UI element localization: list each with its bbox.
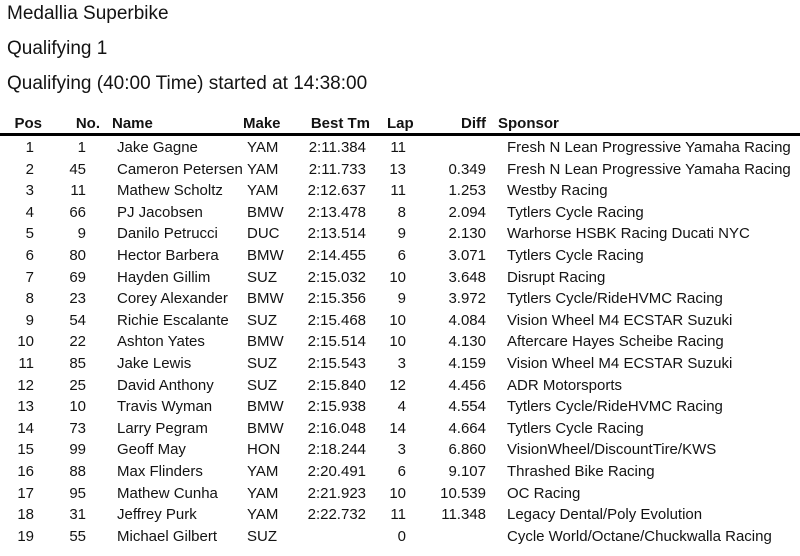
cell-make: SUZ — [247, 268, 277, 286]
cell-number: 23 — [69, 290, 86, 308]
table-row — [0, 245, 800, 267]
cell-best-time: 2:15.356 — [307, 290, 366, 308]
cell-sponsor: Thrashed Bike Racing — [507, 462, 655, 480]
cell-number: 55 — [69, 527, 86, 545]
table-row — [0, 526, 800, 548]
cell-diff: 6.860 — [448, 441, 486, 459]
table-row — [0, 180, 800, 202]
table-row — [0, 223, 800, 245]
column-header-make: Make — [243, 115, 281, 132]
cell-pos: 6 — [25, 246, 34, 264]
cell-diff: 10.539 — [440, 484, 486, 502]
cell-sponsor: Tytlers Cycle Racing — [507, 203, 644, 221]
column-header-number: No. — [75, 115, 100, 132]
cell-name: Geoff May — [117, 441, 186, 459]
cell-best-time: 2:13.514 — [307, 225, 366, 243]
table-row — [0, 267, 800, 289]
cell-pos: 18 — [17, 506, 34, 524]
cell-sponsor: Disrupt Racing — [507, 268, 606, 286]
cell-sponsor: Tytlers Cycle Racing — [507, 419, 644, 437]
session-status-line: Qualifying (40:00 Time) started at 14:38:00 — [7, 73, 368, 94]
cell-best-time: 2:16.048 — [307, 419, 366, 437]
cell-name: Richie Escalante — [117, 311, 229, 329]
cell-number: 45 — [69, 160, 86, 178]
session-title: Qualifying 1 — [7, 38, 108, 59]
results-table-body — [0, 137, 800, 547]
cell-sponsor: Legacy Dental/Poly Evolution — [507, 506, 703, 524]
cell-lap: 9 — [397, 225, 406, 243]
cell-lap: 10 — [389, 311, 406, 329]
cell-pos: 16 — [17, 462, 34, 480]
cell-pos: 11 — [18, 354, 34, 372]
cell-make: SUZ — [247, 376, 277, 394]
cell-best-time: 2:15.514 — [307, 333, 366, 351]
cell-make: BMW — [247, 419, 284, 437]
cell-name: Jake Gagne — [117, 139, 198, 156]
table-row — [0, 439, 800, 461]
cell-diff: 2.130 — [448, 225, 486, 243]
cell-name: Hayden Gillim — [117, 268, 211, 286]
cell-make: BMW — [247, 203, 284, 221]
cell-sponsor: ADR Motorsports — [507, 376, 623, 394]
cell-make: SUZ — [247, 527, 277, 545]
results-table-header — [0, 115, 800, 136]
column-header-name: Name — [112, 115, 153, 132]
cell-lap: 3 — [397, 354, 406, 372]
cell-number: 9 — [77, 225, 86, 243]
cell-best-time: 2:15.543 — [307, 354, 366, 372]
cell-number: 69 — [69, 268, 86, 286]
cell-number: 1 — [77, 139, 86, 156]
cell-number: 88 — [69, 462, 86, 480]
cell-name: Mathew Scholtz — [117, 182, 223, 200]
column-header-best-tm: Best Tm — [310, 115, 370, 132]
cell-number: 31 — [69, 506, 86, 524]
cell-best-time: 2:18.244 — [307, 441, 366, 459]
cell-sponsor: Tytlers Cycle/RideHVMC Racing — [507, 398, 723, 416]
cell-best-time: 2:12.637 — [307, 182, 366, 200]
column-header-diff: Diff — [461, 115, 486, 132]
cell-pos: 19 — [17, 527, 34, 545]
cell-lap: 0 — [397, 527, 406, 545]
cell-diff: 0.349 — [448, 160, 486, 178]
event-title: Medallia Superbike — [7, 3, 169, 24]
cell-diff: 11.348 — [441, 506, 486, 524]
cell-number: 10 — [69, 398, 86, 416]
cell-diff: 3.648 — [448, 268, 486, 286]
cell-number: 85 — [69, 354, 86, 372]
cell-pos: 1 — [25, 139, 34, 156]
cell-make: SUZ — [247, 354, 277, 372]
table-row — [0, 310, 800, 332]
cell-diff: 4.664 — [448, 419, 486, 437]
cell-best-time: 2:22.732 — [307, 506, 366, 524]
table-row — [0, 483, 800, 505]
cell-best-time: 2:13.478 — [307, 203, 366, 221]
cell-diff: 3.972 — [448, 290, 486, 308]
cell-lap: 6 — [397, 246, 406, 264]
cell-name: Jeffrey Purk — [117, 506, 197, 524]
table-row — [0, 418, 800, 440]
cell-make: HON — [247, 441, 281, 459]
cell-best-time: 2:15.840 — [307, 376, 366, 394]
cell-lap: 10 — [389, 268, 406, 286]
cell-sponsor: Fresh N Lean Progressive Yamaha Racing — [507, 139, 791, 156]
cell-lap: 10 — [389, 333, 406, 351]
cell-diff: 9.107 — [448, 462, 486, 480]
cell-lap: 8 — [397, 203, 406, 221]
table-row — [0, 159, 800, 181]
cell-lap: 11 — [390, 182, 406, 200]
cell-number: 95 — [69, 484, 86, 502]
table-row — [0, 353, 800, 375]
cell-sponsor: Fresh N Lean Progressive Yamaha Racing — [507, 160, 791, 178]
cell-lap: 11 — [390, 506, 406, 524]
cell-diff: 4.159 — [448, 354, 486, 372]
cell-diff: 3.071 — [448, 246, 486, 264]
table-row — [0, 375, 800, 397]
cell-sponsor: Cycle World/Octane/Chuckwalla Racing — [507, 527, 772, 545]
cell-number: 54 — [69, 311, 86, 329]
cell-make: YAM — [247, 484, 279, 502]
cell-name: PJ Jacobsen — [117, 203, 203, 221]
cell-pos: 12 — [17, 376, 34, 394]
cell-lap: 4 — [397, 398, 406, 416]
cell-make: BMW — [247, 333, 284, 351]
cell-make: YAM — [247, 182, 279, 200]
cell-number: 22 — [69, 333, 86, 351]
cell-number: 66 — [69, 203, 86, 221]
cell-lap: 3 — [397, 441, 406, 459]
cell-sponsor: Vision Wheel M4 ECSTAR Suzuki — [507, 354, 733, 372]
cell-pos: 10 — [17, 333, 34, 351]
cell-best-time: 2:15.468 — [307, 311, 366, 329]
cell-name: Cameron Petersen — [117, 160, 243, 178]
cell-name: Jake Lewis — [117, 354, 192, 372]
cell-sponsor: OC Racing — [507, 484, 581, 502]
cell-best-time: 2:21.923 — [307, 484, 366, 502]
cell-name: Ashton Yates — [117, 333, 205, 351]
cell-number: 99 — [69, 441, 86, 459]
cell-best-time: 2:15.032 — [307, 268, 366, 286]
cell-sponsor: Vision Wheel M4 ECSTAR Suzuki — [507, 311, 733, 329]
cell-make: YAM — [247, 139, 279, 156]
cell-name: Michael Gilbert — [117, 527, 218, 545]
cell-sponsor: Warhorse HSBK Racing Ducati NYC — [507, 225, 750, 243]
cell-name: Corey Alexander — [117, 290, 228, 308]
cell-sponsor: Tytlers Cycle Racing — [507, 246, 644, 264]
cell-diff — [410, 137, 490, 159]
cell-pos: 3 — [25, 182, 34, 200]
cell-name: Travis Wyman — [117, 398, 213, 416]
cell-best-time: 2:15.938 — [307, 398, 366, 416]
cell-sponsor: VisionWheel/DiscountTire/KWS — [507, 441, 717, 459]
cell-diff — [410, 526, 490, 548]
cell-sponsor: Westby Racing — [507, 182, 608, 200]
cell-best-time: 2:11.733 — [308, 160, 366, 178]
cell-sponsor: Aftercare Hayes Scheibe Racing — [507, 333, 724, 351]
cell-number: 11 — [70, 182, 86, 200]
table-row — [0, 331, 800, 353]
cell-pos: 2 — [25, 160, 34, 178]
cell-name: Max Flinders — [117, 462, 203, 480]
column-header-pos: Pos — [14, 115, 42, 132]
cell-best-time: 2:20.491 — [307, 462, 366, 480]
cell-lap: 14 — [389, 419, 406, 437]
table-row — [0, 137, 800, 159]
cell-best-time: 2:14.455 — [307, 246, 366, 264]
table-row — [0, 202, 800, 224]
cell-diff: 1.253 — [448, 182, 486, 200]
cell-lap: 6 — [397, 462, 406, 480]
table-row — [0, 504, 800, 526]
cell-lap: 13 — [389, 160, 406, 178]
cell-name: Larry Pegram — [117, 419, 208, 437]
cell-pos: 15 — [17, 441, 34, 459]
cell-sponsor: Tytlers Cycle/RideHVMC Racing — [507, 290, 723, 308]
cell-make: DUC — [247, 225, 280, 243]
column-header-sponsor: Sponsor — [498, 115, 559, 132]
cell-lap: 9 — [397, 290, 406, 308]
cell-diff: 2.094 — [448, 203, 486, 221]
cell-diff: 4.084 — [448, 311, 486, 329]
cell-make: BMW — [247, 246, 284, 264]
cell-diff: 4.554 — [448, 398, 486, 416]
cell-make: YAM — [247, 462, 279, 480]
cell-diff: 4.130 — [448, 333, 486, 351]
cell-number: 73 — [69, 419, 86, 437]
cell-make: BMW — [247, 398, 284, 416]
cell-pos: 14 — [17, 419, 34, 437]
cell-pos: 7 — [25, 268, 34, 286]
cell-diff: 4.456 — [448, 376, 486, 394]
cell-best-time — [295, 526, 372, 548]
cell-pos: 8 — [25, 290, 34, 308]
cell-name: Mathew Cunha — [117, 484, 218, 502]
cell-best-time: 2:11.384 — [308, 139, 366, 156]
cell-name: Danilo Petrucci — [117, 225, 218, 243]
cell-make: BMW — [247, 290, 284, 308]
cell-pos: 9 — [25, 311, 34, 329]
cell-pos: 4 — [25, 203, 34, 221]
cell-name: David Anthony — [117, 376, 214, 394]
cell-pos: 13 — [17, 398, 34, 416]
cell-pos: 5 — [25, 225, 34, 243]
cell-make: YAM — [247, 506, 279, 524]
cell-number: 80 — [69, 246, 86, 264]
cell-number: 25 — [69, 376, 86, 394]
cell-pos: 17 — [17, 484, 34, 502]
table-row — [0, 396, 800, 418]
cell-lap: 12 — [389, 376, 406, 394]
table-row — [0, 288, 800, 310]
table-row — [0, 461, 800, 483]
column-header-lap: Lap — [387, 115, 414, 132]
cell-make: SUZ — [247, 311, 277, 329]
cell-name: Hector Barbera — [117, 246, 219, 264]
cell-make: YAM — [247, 160, 279, 178]
cell-lap: 10 — [389, 484, 406, 502]
cell-lap: 11 — [390, 139, 406, 156]
